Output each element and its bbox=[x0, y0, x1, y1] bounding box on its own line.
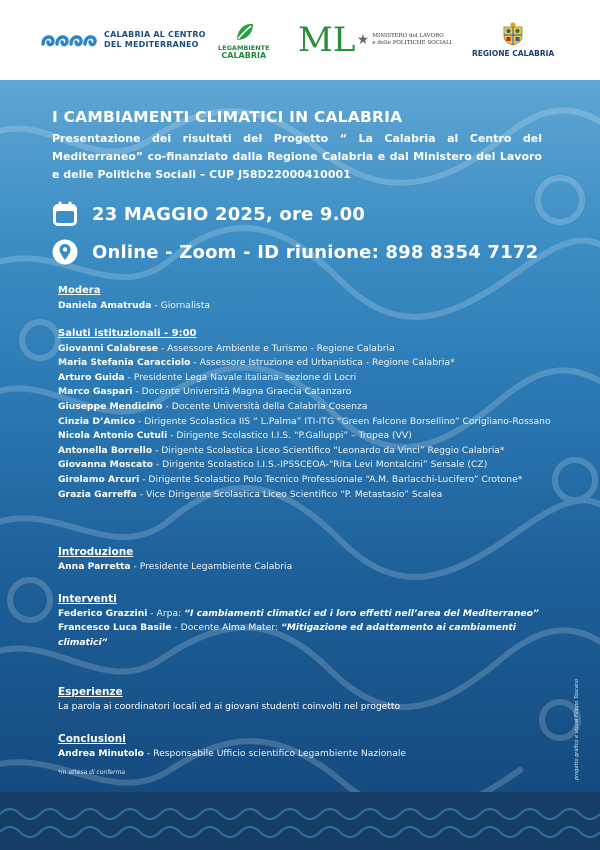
conclusioni-name: Andrea Minutolo bbox=[58, 747, 144, 759]
section-interventi bbox=[58, 592, 548, 650]
introduzione-role: - Presidente Legambiente Calabria bbox=[130, 560, 293, 572]
saluti-title: Saluti istituzionali bbox=[58, 328, 161, 339]
section-modera bbox=[58, 284, 210, 313]
footer-wave-pattern bbox=[0, 792, 600, 850]
section-introduzione bbox=[58, 545, 292, 574]
saluti-item bbox=[58, 444, 558, 459]
ministero-ml-letters: ML bbox=[298, 20, 356, 60]
logo-min-line1: MINISTERO del LAVORO bbox=[372, 33, 444, 39]
saluti-item bbox=[58, 356, 558, 371]
confirmation-note: *in attesa di conferma bbox=[58, 769, 126, 776]
interventi-item-talk: “Mitigazione ed adattamento ai cambiamenti climatici” bbox=[58, 622, 516, 648]
footer-wave-band bbox=[0, 792, 600, 850]
saluti-item-name: Marco Gaspari bbox=[58, 386, 133, 398]
design-credit-text: progetto grafico e visual Filippo Toscano bbox=[574, 678, 580, 780]
saluti-item-role: - Dirigente Scolastico I.I.S.-IPSSCEOA-“Rita Levi Montalcini” Sersale (CZ) bbox=[152, 459, 488, 471]
saluti-item bbox=[58, 473, 558, 488]
saluti-item-role: - Dirigente Scolastica Liceo Scientifico “Leonardo da Vinci” Reggio Calabria* bbox=[152, 444, 505, 456]
saluti-item-name: Arturo Guida bbox=[58, 371, 125, 383]
saluti-item bbox=[58, 458, 558, 473]
saluti-item-name: Girolamo Arcuri bbox=[58, 473, 140, 485]
logo-calabria-centro-mediterraneo bbox=[40, 0, 206, 80]
introduzione-title: Introduzione bbox=[58, 546, 134, 558]
logo-reg-text: REGIONE CALABRIA bbox=[472, 49, 555, 58]
conclusioni-line bbox=[58, 747, 406, 762]
interventi-item-talk: “I cambiamenti climatici ed i loro effetti nell’area del Mediterraneo” bbox=[184, 607, 539, 619]
introduzione-line bbox=[58, 560, 292, 575]
saluti-item-role: - Docente Università della Calabria Cosenza bbox=[162, 400, 368, 412]
section-saluti bbox=[58, 327, 558, 502]
introduzione-name: Anna Parretta bbox=[58, 560, 131, 572]
esperienze-text: La parola ai coordinatori locali ed ai giovani studenti coinvolti nel progetto bbox=[58, 700, 401, 712]
ministero-ml-mark bbox=[298, 20, 356, 60]
logo-ministero-lavoro bbox=[298, 0, 452, 80]
saluti-item-role: - Dirigente Scolastico I.I.S. “P.Galluppi” – Tropea (VV) bbox=[167, 430, 412, 442]
saluti-item bbox=[58, 400, 558, 415]
saluti-item bbox=[58, 415, 558, 430]
saluti-item-name: Maria Stefania Caracciolo bbox=[58, 357, 191, 369]
interventi-item bbox=[58, 621, 548, 650]
saluti-item-name: Grazia Garreffa bbox=[58, 488, 137, 500]
logo-cam-line1: CALABRIA AL CENTRO bbox=[104, 30, 206, 39]
saluti-item-name: Giuseppe Mendicino bbox=[58, 400, 163, 412]
event-date: 23 MAGGIO 2025, ore 9.00 bbox=[92, 203, 366, 225]
saluti-item-name: Giovanna Moscato bbox=[58, 459, 153, 471]
saluti-item bbox=[58, 385, 558, 400]
interventi-item-name: Francesco Luca Basile bbox=[58, 622, 172, 634]
interventi-item-role: - Docente Alma Mater: bbox=[171, 622, 281, 634]
interventi-item-role: - Arpa: bbox=[147, 607, 185, 619]
event-date-row bbox=[52, 201, 365, 227]
saluti-item bbox=[58, 371, 558, 386]
logo-cam-text bbox=[104, 30, 206, 50]
logo-leg-line2: CALABRIA bbox=[221, 51, 267, 60]
regione-shield-icon bbox=[502, 22, 524, 46]
logo-leg-line1: LEGAMBIENTE bbox=[218, 44, 270, 52]
header-logo-bar bbox=[0, 0, 600, 80]
saluti-title-row bbox=[58, 327, 558, 342]
logo-min-text bbox=[372, 33, 451, 47]
waves-logo-icon bbox=[40, 29, 98, 51]
interventi-item bbox=[58, 607, 548, 622]
saluti-time: - 9:00 bbox=[160, 328, 197, 339]
conclusioni-role: - Responsabile Ufficio scientifico Legambiente Nazionale bbox=[143, 747, 407, 759]
saluti-item-role: - Presidente Lega Navale italiana- sezione di Locri bbox=[124, 371, 357, 383]
saluti-item bbox=[58, 488, 558, 503]
saluti-item-role: - Assessore Istruzione ed Urbanistica - Regione Calabria* bbox=[190, 357, 455, 369]
design-credit bbox=[574, 678, 584, 780]
esperienze-title: Esperienze bbox=[58, 686, 123, 698]
interventi-item-name: Federico Grazzini bbox=[58, 607, 148, 619]
logo-cam-line2: DEL MEDITERRANEO bbox=[104, 40, 199, 49]
saluti-item-name: Giovanni Calabrese bbox=[58, 342, 158, 354]
interventi-title: Interventi bbox=[58, 593, 117, 605]
section-conclusioni bbox=[58, 732, 406, 761]
event-location-row bbox=[52, 239, 538, 265]
saluti-item-role: - Vice Dirigente Scolastica Liceo Scientifico “P. Metastasio” Scalea bbox=[136, 488, 443, 500]
location-pin-icon bbox=[52, 239, 78, 265]
event-location: Online - Zoom - ID riunione: 898 8354 7172 bbox=[92, 241, 539, 263]
saluti-item-name: Nicola Antonio Cutuli bbox=[58, 430, 168, 442]
section-esperienze bbox=[58, 685, 400, 714]
modera-title: Modera bbox=[58, 285, 101, 296]
saluti-item-role: - Dirigente Scolastico Polo Tecnico Professionale “A.M. Barlacchi-Lucifero” Crotone* bbox=[139, 473, 523, 485]
logo-regione-calabria bbox=[472, 0, 554, 80]
saluti-item-role: - Docente Università Magna Graecia Catanzaro bbox=[132, 386, 352, 398]
event-title: I CAMBIAMENTI CLIMATICI IN CALABRIA bbox=[52, 108, 403, 126]
saluti-item-name: Antonella Borrello bbox=[58, 444, 153, 456]
saluti-item-role: - Assessore Ambiente e Turismo - Regione Calabria bbox=[157, 342, 395, 354]
saluti-item-role: - Dirigente Scolastica IIS “ L.Palma” ITI-ITG “Green Falcone Borsellino” Corigliano-Rossano bbox=[135, 415, 551, 427]
saluti-item bbox=[58, 429, 558, 444]
logo-min-line2: e delle POLITICHE SOCIALI bbox=[372, 40, 452, 46]
italian-emblem-icon bbox=[358, 34, 368, 46]
conclusioni-title: Conclusioni bbox=[58, 733, 126, 745]
modera-line bbox=[58, 299, 210, 314]
saluti-item-name: Cinzia D’Amico bbox=[58, 415, 136, 427]
saluti-item bbox=[58, 342, 558, 357]
modera-role: - Giornalista bbox=[151, 299, 211, 311]
modera-name: Daniela Amatruda bbox=[58, 299, 152, 311]
logo-legambiente bbox=[218, 0, 270, 80]
legambiente-leaf-icon bbox=[233, 21, 255, 43]
logo-leg-text bbox=[218, 45, 270, 59]
calendar-icon bbox=[52, 201, 78, 227]
event-subtitle: Presentazione dei risultati del Progetto “ La Calabria al Centro del Mediterraneo” co-finanziato dalla Regione Calabria e dal Ministero del Lavoro e delle Politiche Sociali – CUP J58D22000410001 bbox=[52, 132, 542, 181]
